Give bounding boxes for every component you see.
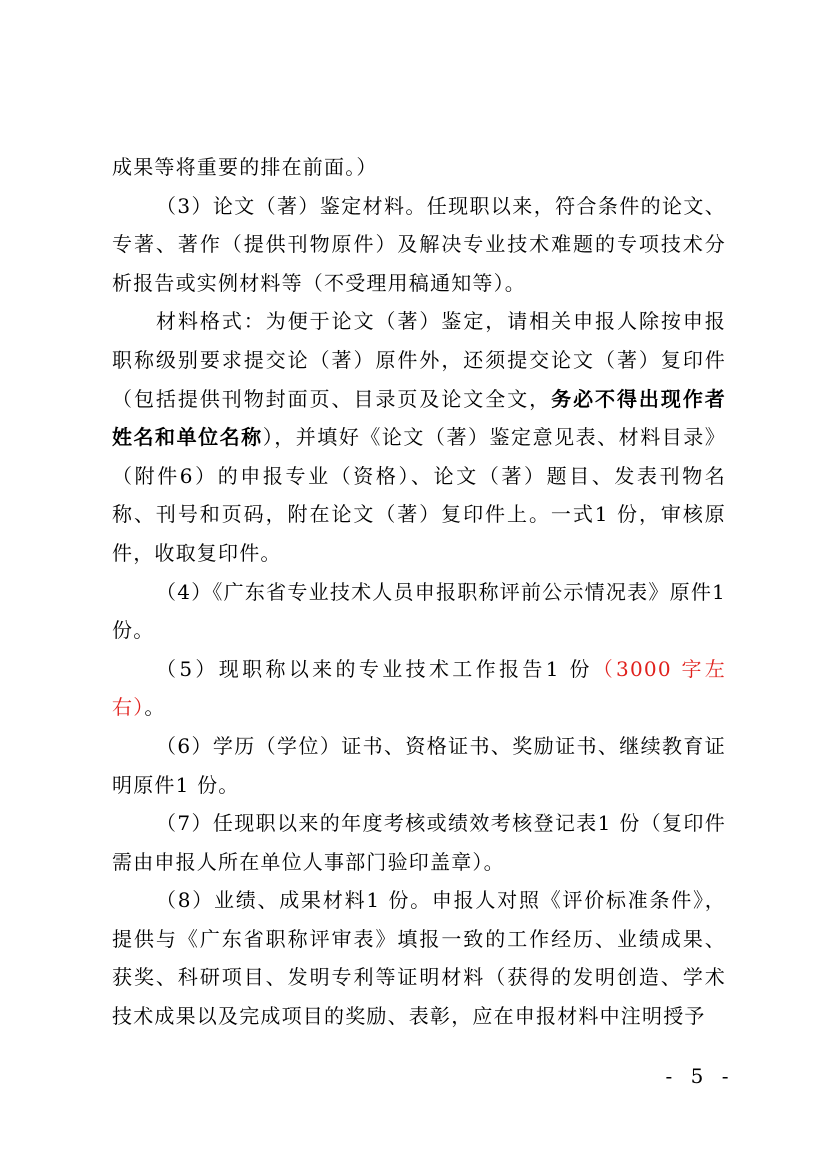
page-number: - 5 - (665, 1064, 735, 1088)
bold-warning-text: 务必不得出现作者姓名和单位名称 (112, 386, 726, 450)
paragraph-material-format (112, 302, 726, 572)
paragraph-item-6 (112, 727, 726, 804)
paragraph-item-3 (112, 187, 726, 303)
document-body (112, 148, 726, 1036)
paragraph-text: （4）《广东省专业技术人员申报职称评前公示情况表》原件1 份。 (112, 579, 726, 643)
paragraph-text: ），并填好《论文（著）鉴定意见表、材料目录》（附件6）的申报专业（资格）、论文（著）题目、发表刊物名称、刊号和页码，附在论文（著）复印件上。一式1 份，审核原件，收取复印件。 (112, 425, 726, 565)
paragraph-item-8 (112, 881, 726, 1035)
paragraph-text: 。 (144, 695, 166, 720)
paragraph-text: （5）现职称以来的专业技术工作报告1 份 (156, 656, 593, 681)
paragraph-item-4 (112, 573, 726, 650)
red-highlight-text: （3000 字左右） (112, 656, 726, 720)
paragraph-item-5 (112, 650, 726, 727)
paragraph-text: 成果等将重要的排在前面。） (112, 155, 378, 179)
paragraph-item-7 (112, 804, 726, 881)
paragraph-text: （3）论文（著）鉴定材料。任现职以来，符合条件的论文、专著、著作（提供刊物原件）及解决专业技术难题的专项技术分析报告或实例材料等（不受理用稿通知等）。 (112, 193, 726, 295)
paragraph-continuation (112, 148, 726, 187)
paragraph-text: （8）业绩、成果材料1 份。申报人对照《评价标准条件》，提供与《广东省职称评审表》填报一致的工作经历、业绩成果、获奖、科研项目、发明专利等证明材料（获得的发明创造、学术技术成果以及完成项目的奖励、表彰，应在申报材料中注明授予 (112, 888, 726, 1029)
paragraph-text: （6）学历（学位）证书、资格证书、奖励证书、继续教育证明原件1 份。 (112, 733, 726, 797)
paragraph-text: 材料格式：为便于论文（著）鉴定，请相关申报人除按申报职称级别要求提交论（著）原件外，还须提交论文（著）复印件（包括提供刊物封面页、目录页及论文全文， (112, 309, 726, 411)
paragraph-text: （7）任现职以来的年度考核或绩效考核登记表1 份（复印件需由申报人所在单位人事部门验印盖章）。 (112, 811, 726, 874)
